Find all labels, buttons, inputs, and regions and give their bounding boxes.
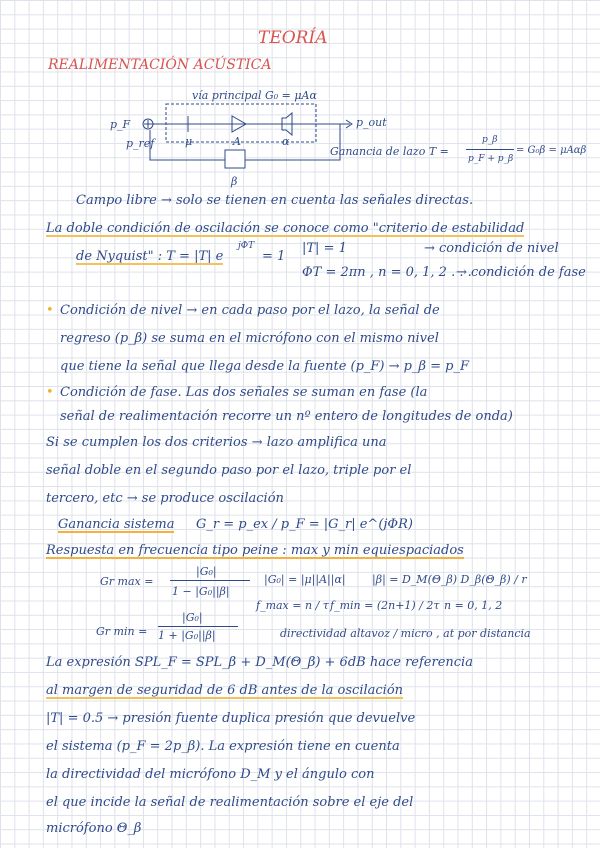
page-title: TEORÍA	[258, 28, 328, 48]
loop-gain-den: p_F + p_β	[468, 154, 514, 164]
pf-label: p_F	[110, 118, 131, 131]
text-line: La expresión SPL_F = SPL_β + D_M(Θ_β) + 6dB hace referencia	[46, 655, 473, 670]
text-line: Gr min =	[96, 625, 148, 638]
section-title: REALIMENTACIÓN ACÚSTICA	[48, 57, 272, 73]
text-line: f_min = (2n+1) / 2τ	[330, 599, 440, 612]
text-line: señal de realimentación recorre un nº entero de longitudes de onda)	[60, 409, 513, 424]
text-line: |G₀| = |μ||A||α|	[264, 573, 346, 586]
text-line: |T| = 0.5 → presión fuente duplica presión que devuelve	[46, 711, 416, 726]
bullet-icon: •	[46, 303, 54, 318]
text-line: 1 + |G₀||β|	[158, 629, 216, 642]
text-line: |G₀|	[182, 611, 203, 624]
text-line: 1 − |G₀||β|	[172, 585, 230, 598]
text-line: Respuesta en frecuencia tipo peine : max y min equiespaciados	[46, 543, 464, 558]
loop-gain-prefix: Ganancia de lazo T =	[330, 145, 449, 158]
text-line: |T| = 1	[302, 241, 347, 256]
text-line: Condición de fase. Las dos señales se suman en fase (la	[60, 385, 428, 400]
text-line: al margen de seguridad de 6 dB antes de la oscilación	[46, 683, 404, 698]
text-line: el sistema (p_F = 2p_β). La expresión tiene en cuenta	[46, 739, 400, 754]
beta-label: β	[231, 175, 238, 188]
text-line: Gr max =	[100, 575, 154, 588]
via-principal-label: vía principal G₀ = μAα	[192, 89, 317, 102]
a-label: A	[233, 135, 241, 148]
loop-gain-suffix: = G₀β = μAαβ	[516, 145, 587, 156]
text-line: Ganancia sistema	[58, 517, 175, 532]
text-line: jΦT	[238, 241, 255, 251]
text-line: = 1	[262, 249, 286, 264]
text-line: G_r = p_ex / p_F = |G_r| e^(jΦR)	[196, 517, 413, 532]
text-line: que tiene la señal que llega desde la fuente (p_F) → p_β = p_F	[60, 359, 469, 374]
text-line: micrófono Θ_β	[46, 821, 142, 836]
fraction-bar	[158, 626, 238, 627]
loop-gain-fraction-bar	[466, 149, 514, 150]
text-line: → condición de fase	[456, 265, 586, 280]
alpha-label: α	[282, 135, 290, 148]
loop-gain-num: p_β	[482, 135, 498, 145]
text-line: señal doble en el segundo paso por el lazo, triple por el	[46, 463, 412, 478]
text-line: |G₀|	[196, 565, 217, 578]
text-line: tercero, etc → se produce oscilación	[46, 491, 284, 506]
text-line: directividad altavoz / micro , at por distancia	[280, 627, 531, 640]
text-line: f_max = n / τ	[256, 599, 329, 612]
text-line: Si se cumplen los dos criterios → lazo amplifica una	[46, 435, 387, 450]
text-line: de Nyquist" : T = |T| e	[76, 249, 224, 264]
text-line: Campo libre → solo se tienen en cuenta las señales directas.	[76, 193, 474, 208]
text-line: la directividad del micrófono D_M y el ángulo con	[46, 767, 375, 782]
mu-label: μ	[185, 135, 193, 148]
text-line: Condición de nivel → en cada paso por el lazo, la señal de	[60, 303, 440, 318]
bullet-icon: •	[46, 385, 54, 400]
beta-box	[225, 150, 245, 168]
text-line: n = 0, 1, 2	[444, 599, 503, 612]
text-line: regreso (p_β) se suma en el micrófono con el mismo nivel	[60, 331, 439, 346]
text-line: el que incide la señal de realimentación sobre el eje del	[46, 795, 414, 810]
text-line: |β| = D_M(Θ_β) D_β(Θ_β) / r	[372, 573, 527, 586]
text-line: → condición de nivel	[424, 241, 559, 256]
text-line: ΦT = 2πn , n = 0, 1, 2 . . .	[302, 265, 472, 280]
text-line: La doble condición de oscilación se conoce como "criterio de estabilidad	[46, 221, 525, 236]
pout-label: p_out	[356, 116, 387, 129]
fraction-bar	[170, 580, 250, 581]
pref-label: p_ref	[126, 137, 155, 150]
